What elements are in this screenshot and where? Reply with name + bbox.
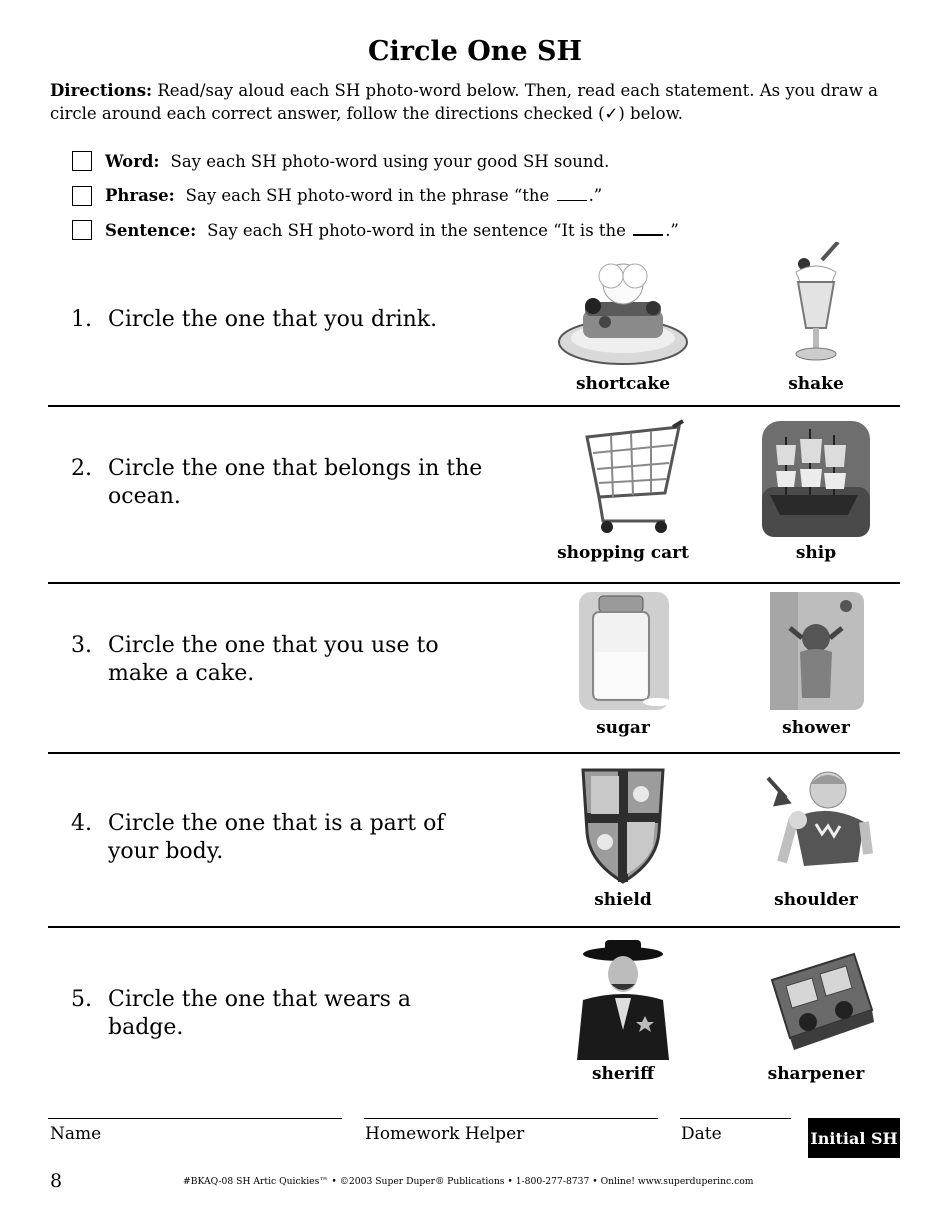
question-item-3	[48, 584, 900, 754]
name-line[interactable]	[48, 1118, 342, 1119]
practice-options	[72, 144, 902, 248]
choice-label: shortcake	[575, 374, 671, 394]
option-phrase-text: Say each SH photo-word in the phrase “the .”	[185, 186, 603, 206]
date-label: Date	[681, 1124, 722, 1144]
question-3	[71, 632, 491, 688]
option-phrase	[72, 179, 902, 214]
choice-sugar[interactable]	[553, 588, 693, 738]
choice-label: shopping cart	[557, 543, 689, 563]
question-number: 3.	[71, 633, 92, 658]
homework-helper-label: Homework Helper	[365, 1124, 525, 1144]
choice-label: shake	[788, 374, 844, 394]
choice-label: shoulder	[774, 890, 858, 910]
question-item-2	[48, 407, 900, 584]
shoulder-icon	[746, 762, 886, 886]
shopping-cart-icon	[553, 417, 693, 539]
choice-shortcake[interactable]	[553, 250, 693, 394]
option-word-text: Say each SH photo-word using your good SH sound.	[170, 151, 610, 171]
homework-helper-line[interactable]	[364, 1118, 658, 1119]
choice-shield[interactable]	[553, 762, 693, 910]
initial-sh-badge: Initial SH	[808, 1118, 900, 1158]
directions-text: Read/say aloud each SH photo-word below. Then, read each statement. As you draw a circle around each correct answer, follow the directions checked (✓) below.	[50, 81, 878, 123]
question-number: 5.	[71, 987, 92, 1012]
choice-sheriff[interactable]	[553, 940, 693, 1084]
choice-label: ship	[795, 543, 837, 563]
choice-label: sharpener	[767, 1064, 865, 1084]
directions	[50, 79, 900, 125]
option-sentence-text: Say each SH photo-word in the sentence “It is the .”	[207, 220, 679, 240]
word-checkbox[interactable]	[72, 151, 92, 171]
choice-sharpener[interactable]	[746, 940, 886, 1084]
option-phrase-label: Phrase:	[105, 186, 175, 206]
choice-ship[interactable]	[746, 417, 886, 563]
question-number: 4.	[71, 811, 92, 836]
choice-shoulder[interactable]	[746, 762, 886, 910]
question-number: 1.	[71, 307, 92, 332]
question-text: Circle the one that you use to make a cake.	[108, 633, 439, 686]
shower-icon	[746, 588, 886, 714]
ship-icon	[746, 417, 886, 539]
question-5	[71, 986, 491, 1042]
question-1	[71, 306, 491, 334]
choice-shopping-cart[interactable]	[553, 417, 693, 563]
sentence-blank	[633, 221, 663, 236]
question-2	[71, 455, 491, 511]
choice-shower[interactable]	[746, 588, 886, 738]
question-text: Circle the one that wears a badge.	[108, 987, 412, 1040]
phrase-blank	[557, 187, 587, 201]
sentence-checkbox[interactable]	[72, 220, 92, 240]
sugar-icon	[553, 588, 693, 714]
shake-icon	[746, 242, 886, 370]
name-label: Name	[50, 1124, 102, 1144]
directions-label: Directions:	[50, 81, 153, 100]
phrase-checkbox[interactable]	[72, 186, 92, 206]
choice-label: shower	[782, 718, 850, 738]
question-text: Circle the one that you drink.	[108, 307, 438, 332]
sharpener-icon	[746, 940, 886, 1060]
choice-label: shield	[594, 890, 652, 910]
shortcake-icon	[553, 250, 693, 370]
page-number: 8	[50, 1170, 63, 1192]
option-sentence-label: Sentence:	[105, 220, 197, 240]
date-line[interactable]	[680, 1118, 791, 1119]
question-item-5	[48, 928, 900, 1093]
question-text: Circle the one that is a part of your body.	[108, 811, 445, 864]
choice-label: sugar	[596, 718, 650, 738]
question-text: Circle the one that belongs in the ocean.	[108, 456, 483, 509]
choice-shake[interactable]	[746, 242, 886, 394]
option-word-label: Word:	[105, 151, 160, 171]
shield-icon	[553, 762, 693, 886]
choice-label: sheriff	[591, 1064, 655, 1084]
option-word	[72, 144, 902, 179]
sheriff-icon	[553, 940, 693, 1060]
page-title: Circle One SH	[368, 36, 582, 67]
copyright-line: #BKAQ-08 SH Artic Quickies™ • ©2003 Super Duper® Publications • 1-800-277-8737 • Online! www.superduperinc.com	[183, 1176, 754, 1187]
question-item-1	[48, 242, 900, 407]
question-4	[71, 810, 491, 866]
question-number: 2.	[71, 456, 92, 481]
question-item-4	[48, 754, 900, 928]
